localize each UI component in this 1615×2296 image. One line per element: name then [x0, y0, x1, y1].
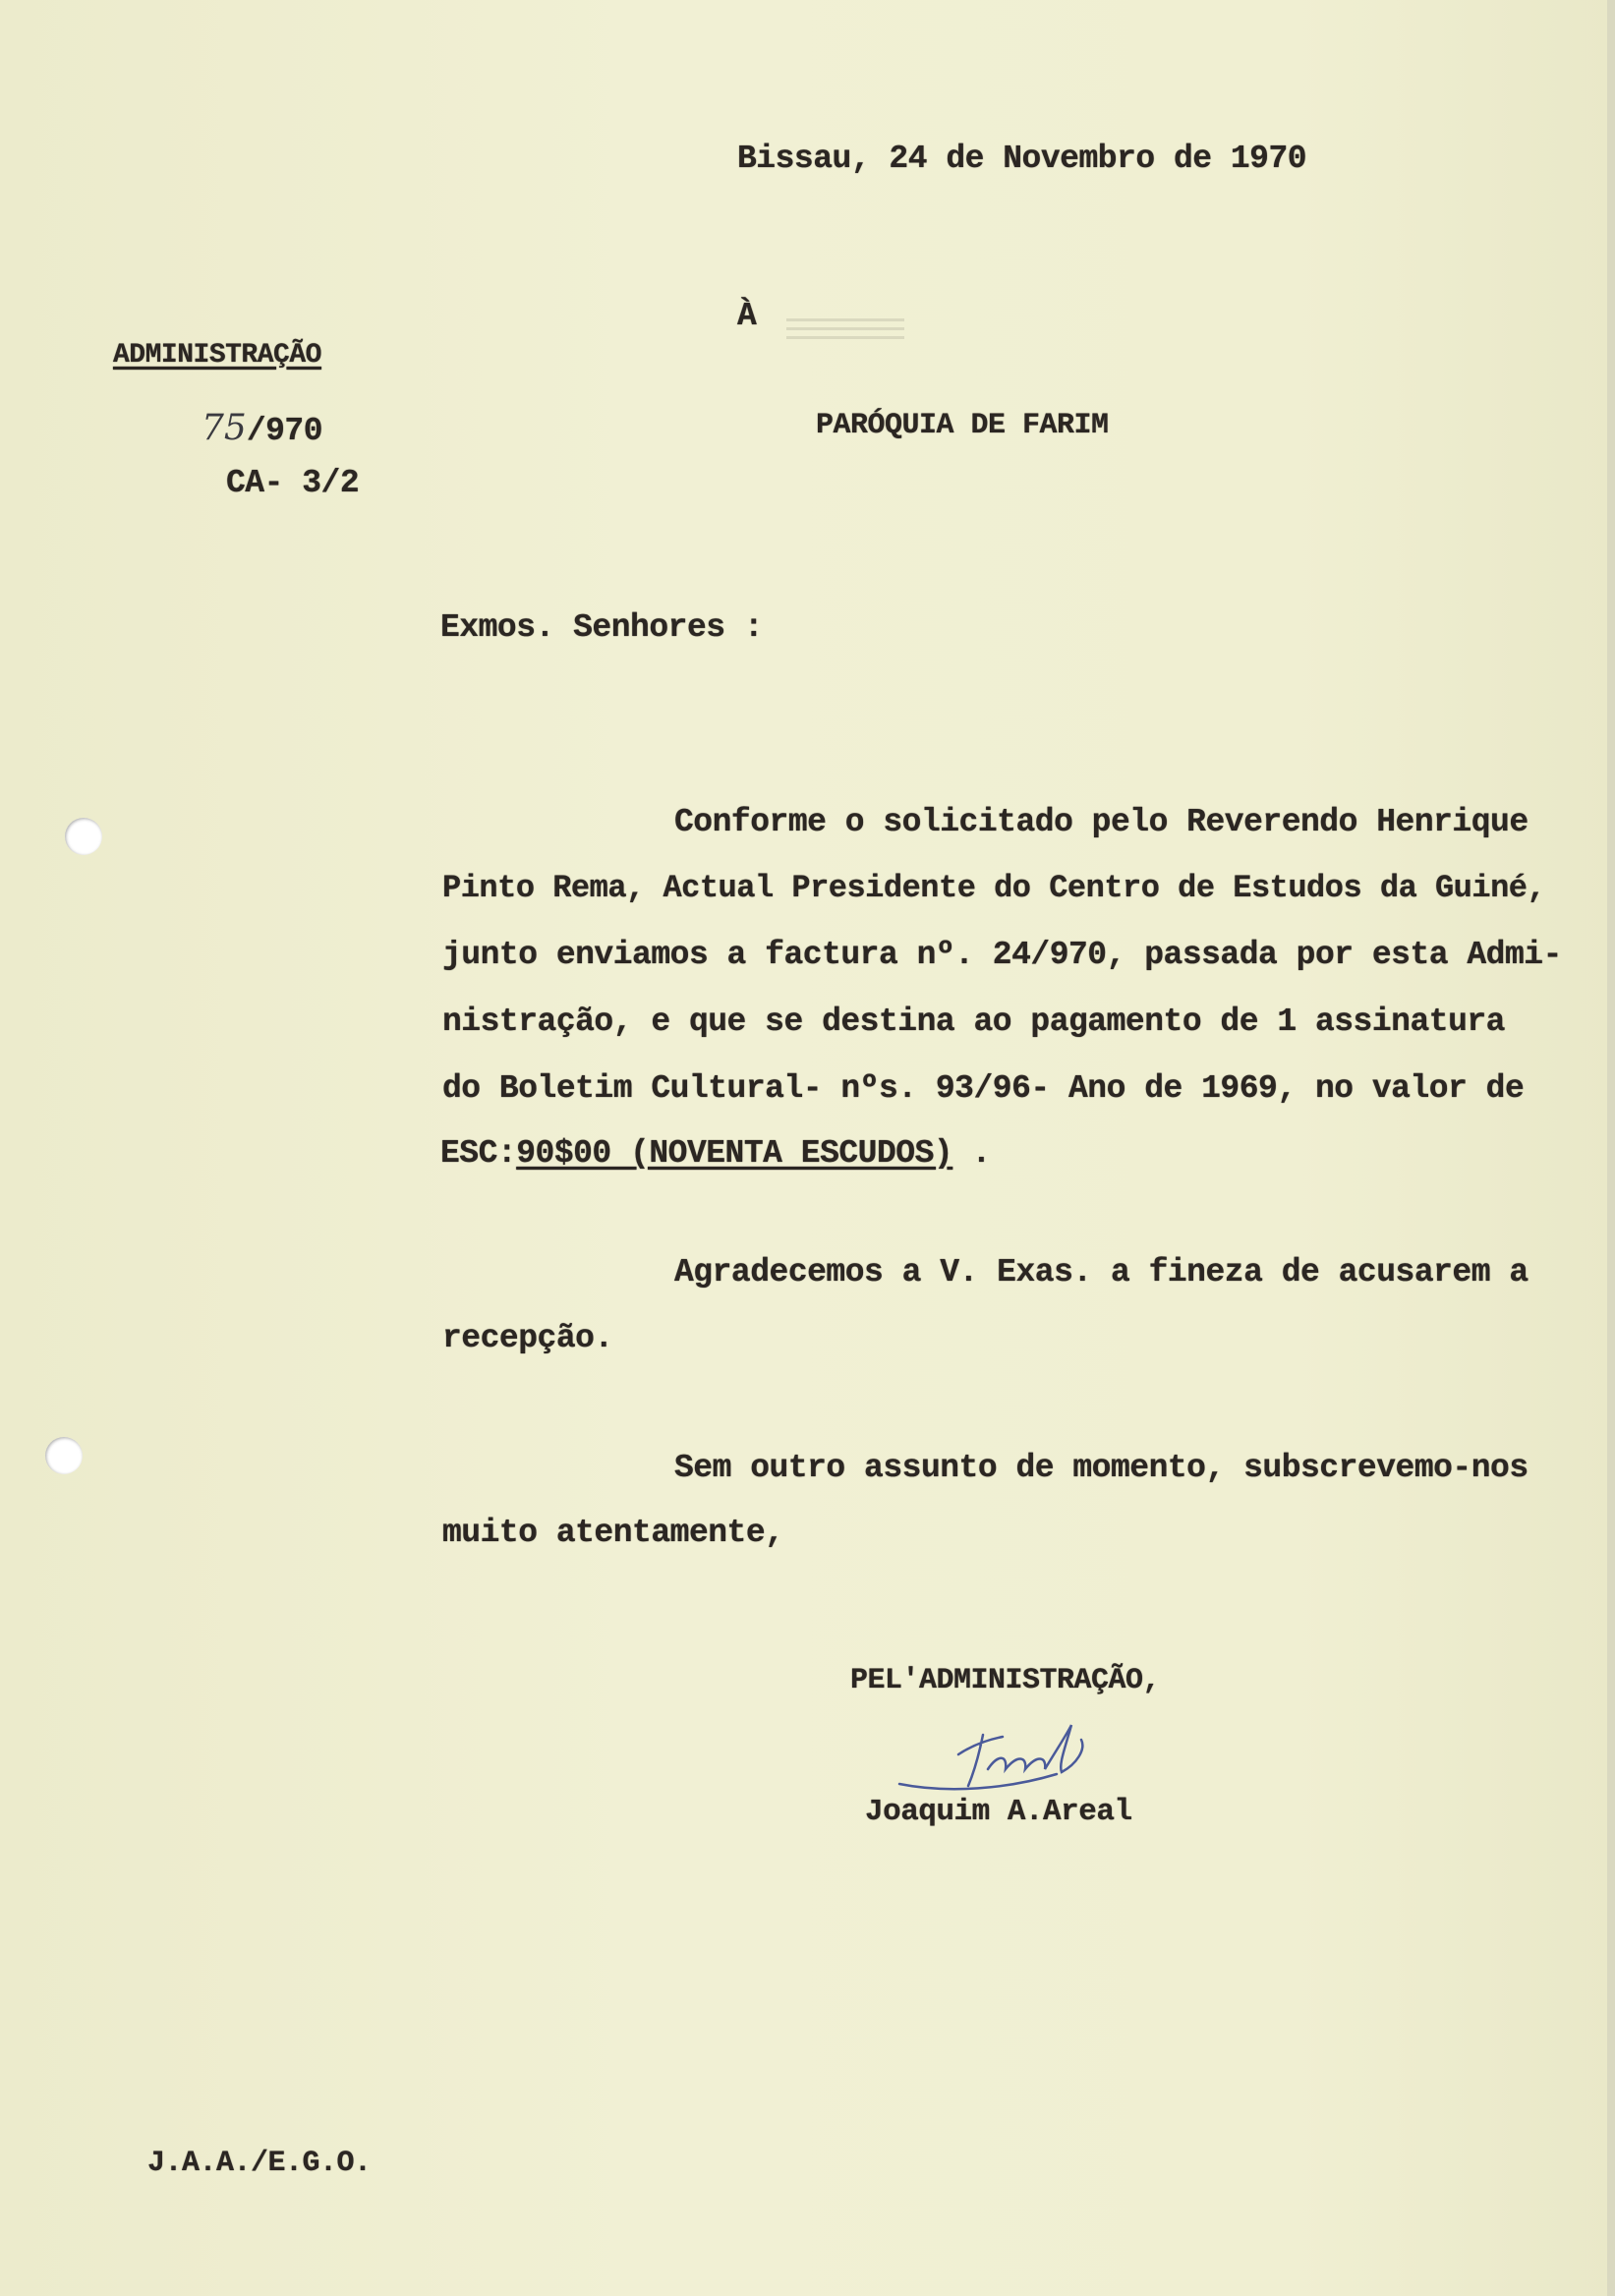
signature [890, 1715, 1175, 1804]
amount-value: 90$00 (NOVENTA ESCUDOS) [516, 1135, 953, 1172]
recipient-name: PARÓQUIA DE FARIM [816, 409, 1109, 442]
amount-suffix: . [952, 1135, 991, 1172]
reference-number [202, 408, 322, 448]
paragraph-line: Pinto Rema, Actual Presidente do Centro de Estudos da Guiné, [442, 870, 1546, 906]
paragraph-line: junto enviamos a factura nº. 24/970, passada por esta Admi- [442, 937, 1562, 973]
typist-initials: J.A.A./E.G.O. [147, 2147, 372, 2180]
punch-hole [45, 1437, 83, 1474]
paragraph-line: Agradecemos a V. Exas. a fineza de acusarem a [674, 1254, 1528, 1291]
signatory-name: Joaquim A.Areal [865, 1795, 1132, 1829]
paragraph-line: nistração, e que se destina ao pagamento de 1 assinatura [442, 1004, 1505, 1040]
recipient-prefix: À [737, 298, 757, 334]
amount-line [440, 1137, 991, 1170]
salutation: Exmos. Senhores : [440, 609, 764, 646]
reference-year: /970 [246, 413, 323, 449]
paragraph-line: Sem outro assunto de momento, subscrevemo-nos [674, 1450, 1528, 1486]
faded-typed-text [786, 313, 904, 342]
file-code: CA- 3/2 [226, 465, 360, 501]
on-behalf-line: PEL'ADMINISTRAÇÃO, [850, 1664, 1161, 1697]
department-heading: ADMINISTRAÇÃO [113, 340, 321, 371]
paper-edge [1607, 0, 1615, 2296]
punch-hole [65, 818, 102, 855]
amount-prefix: ESC: [440, 1135, 517, 1172]
paragraph-line: do Boletim Cultural- nºs. 93/96- Ano de 1969, no valor de [442, 1070, 1525, 1107]
paragraph-line: Conforme o solicitado pelo Reverendo Henrique [674, 804, 1528, 840]
paragraph-line: muito atentamente, [442, 1515, 784, 1551]
handwritten-number: 75 [202, 408, 247, 448]
date-line: Bissau, 24 de Novembro de 1970 [737, 141, 1307, 177]
paragraph-line: recepção. [442, 1320, 613, 1356]
